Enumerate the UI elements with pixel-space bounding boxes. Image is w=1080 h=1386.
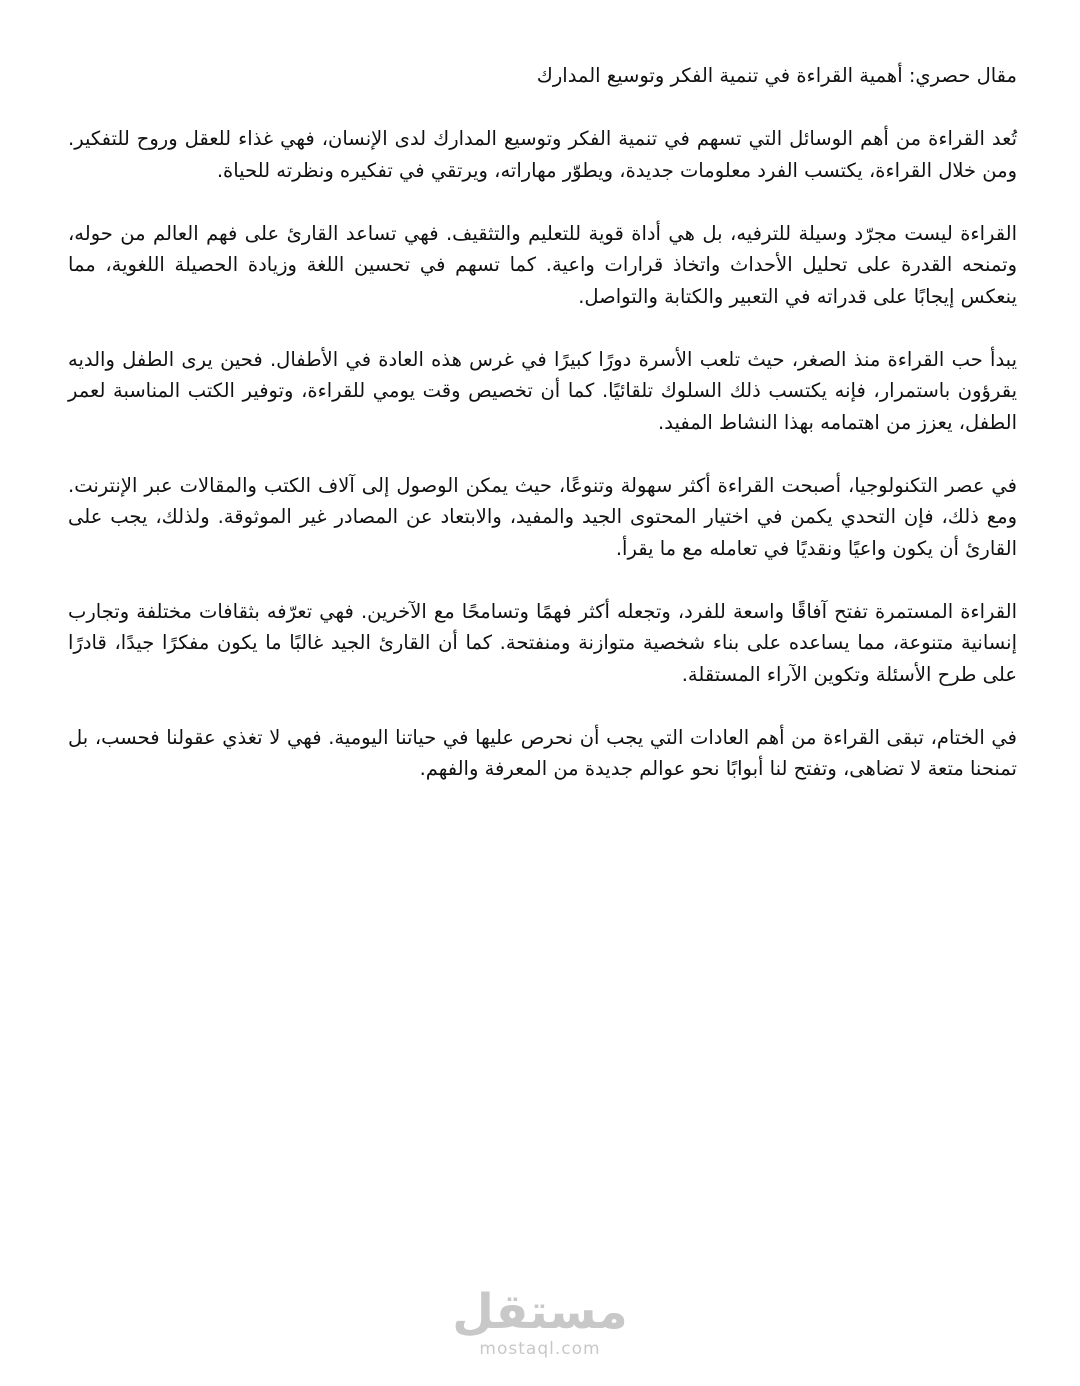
article-paragraph: تُعد القراءة من أهم الوسائل التي تسهم في تنمية الفكر وتوسيع المدارك لدى الإنسان، فهي غذاء للعقل وروح للتفكير. ومن خلال القراءة، يكتسب الفرد معلومات جديدة، ويطوّر مهاراته، ويرتقي في تفكيره ونظرته للحياة. [68, 127, 1017, 182]
article-title: مقال حصري: أهمية القراءة في تنمية الفكر وتوسيع المدارك [536, 64, 1017, 87]
article [68, 60, 1017, 816]
article-paragraph: في الختام، تبقى القراءة من أهم العادات التي يجب أن نحرص عليها في حياتنا اليومية. فهي لا تغذي عقولنا فحسب، بل تمنحنا متعة لا تضاهى، وتفتح لنا أبوابًا نحو عوالم جديدة من المعرفة والفهم. [68, 725, 1017, 780]
watermark-url: mostaql.com [479, 1339, 601, 1359]
article-paragraph: القراءة ليست مجرّد وسيلة للترفيه، بل هي أداة قوية للتعليم والتثقيف. فهي تساعد القارئ على فهم العالم من حوله، وتمنحه القدرة على تحليل الأحداث واتخاذ قرارات واعية. كما تسهم في تحسين اللغة وزيادة الحصيلة اللغوية، مما ينعكس إيجابًا على قدراته في التعبير والكتابة والتواصل. [68, 221, 1017, 308]
article-paragraph: في عصر التكنولوجيا، أصبحت القراءة أكثر سهولة وتنوعًا، حيث يمكن الوصول إلى آلاف الكتب والمقالات عبر الإنترنت. ومع ذلك، فإن التحدي يكمن في اختيار المحتوى الجيد والمفيد، والابتعاد عن المصادر غير الموثوقة. ولذلك، يجب على القارئ أن يكون واعيًا ونقديًا في تعامله مع ما يقرأ. [68, 473, 1017, 560]
watermark-logo: مستقل [452, 1284, 628, 1340]
watermark [0, 1285, 1080, 1359]
article-paragraph: يبدأ حب القراءة منذ الصغر، حيث تلعب الأسرة دورًا كبيرًا في غرس هذه العادة في الأطفال. فحين يرى الطفل والديه يقرؤون باستمرار، فإنه يكتسب ذلك السلوك تلقائيًا. كما أن تخصيص وقت يومي للقراءة، وتوفير الكتب المناسبة لعمر الطفل، يعزز من اهتمامه بهذا النشاط المفيد. [68, 347, 1017, 434]
article-paragraph: القراءة المستمرة تفتح آفاقًا واسعة للفرد، وتجعله أكثر فهمًا وتسامحًا مع الآخرين. فهي تعرّفه بثقافات مختلفة وتجارب إنسانية متنوعة، مما يساعده على بناء شخصية متوازنة ومنفتحة. كما أن القارئ الجيد غالبًا ما يكون مفكرًا جيدًا، قادرًا على طرح الأسئلة وتكوين الآراء المستقلة. [68, 599, 1017, 686]
